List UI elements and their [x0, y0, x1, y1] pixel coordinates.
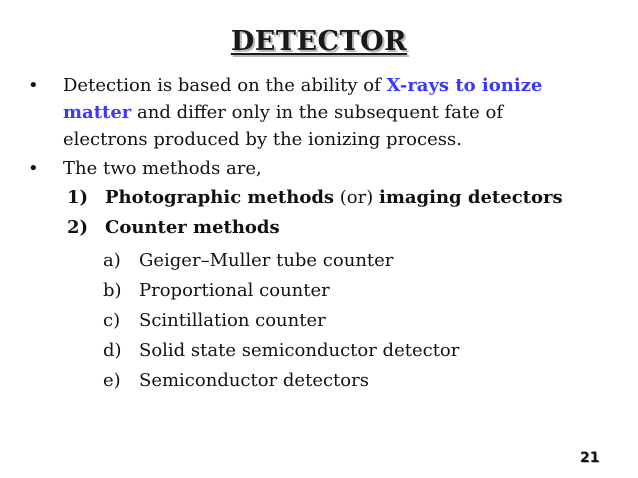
method-name: Counter methods — [105, 217, 280, 238]
bullet1-line3: electrons produced by the ionizing process. — [63, 129, 462, 150]
counter-item: Semiconductor detectors — [139, 370, 369, 391]
slide-title: DETECTOR — [230, 26, 408, 57]
bullet1-line1 — [63, 72, 542, 99]
counter-letter: c) — [103, 310, 121, 331]
method-item — [105, 187, 563, 208]
bullet1-text-2: and differ only in the subsequent fate of — [131, 102, 504, 123]
bullet1-highlight: X-rays to ionize — [386, 75, 543, 96]
method-number: 1) — [67, 187, 89, 208]
counter-item: Geiger–Muller tube counter — [139, 250, 394, 271]
bullet-marker: • — [28, 75, 39, 96]
bullet1-line2 — [63, 99, 503, 126]
method-alt-name: imaging detectors — [378, 187, 563, 208]
bullet1-highlight-2: matter — [63, 102, 132, 123]
counter-item: Solid state semiconductor detector — [139, 340, 460, 361]
counter-letter: b) — [103, 280, 122, 301]
counter-letter: a) — [103, 250, 121, 271]
page-number: 21 — [580, 450, 600, 466]
counter-letter: e) — [103, 370, 121, 391]
method-connector: (or) — [334, 187, 379, 208]
counter-letter: d) — [103, 340, 122, 361]
method-name: Photographic methods — [105, 187, 335, 208]
method-number: 2) — [67, 217, 89, 238]
counter-item: Proportional counter — [139, 280, 330, 301]
bullet2-text: The two methods are, — [63, 158, 262, 179]
bullet-marker: • — [28, 158, 39, 179]
bullet1-text: Detection is based on the ability of — [63, 75, 387, 96]
counter-item: Scintillation counter — [139, 310, 326, 331]
